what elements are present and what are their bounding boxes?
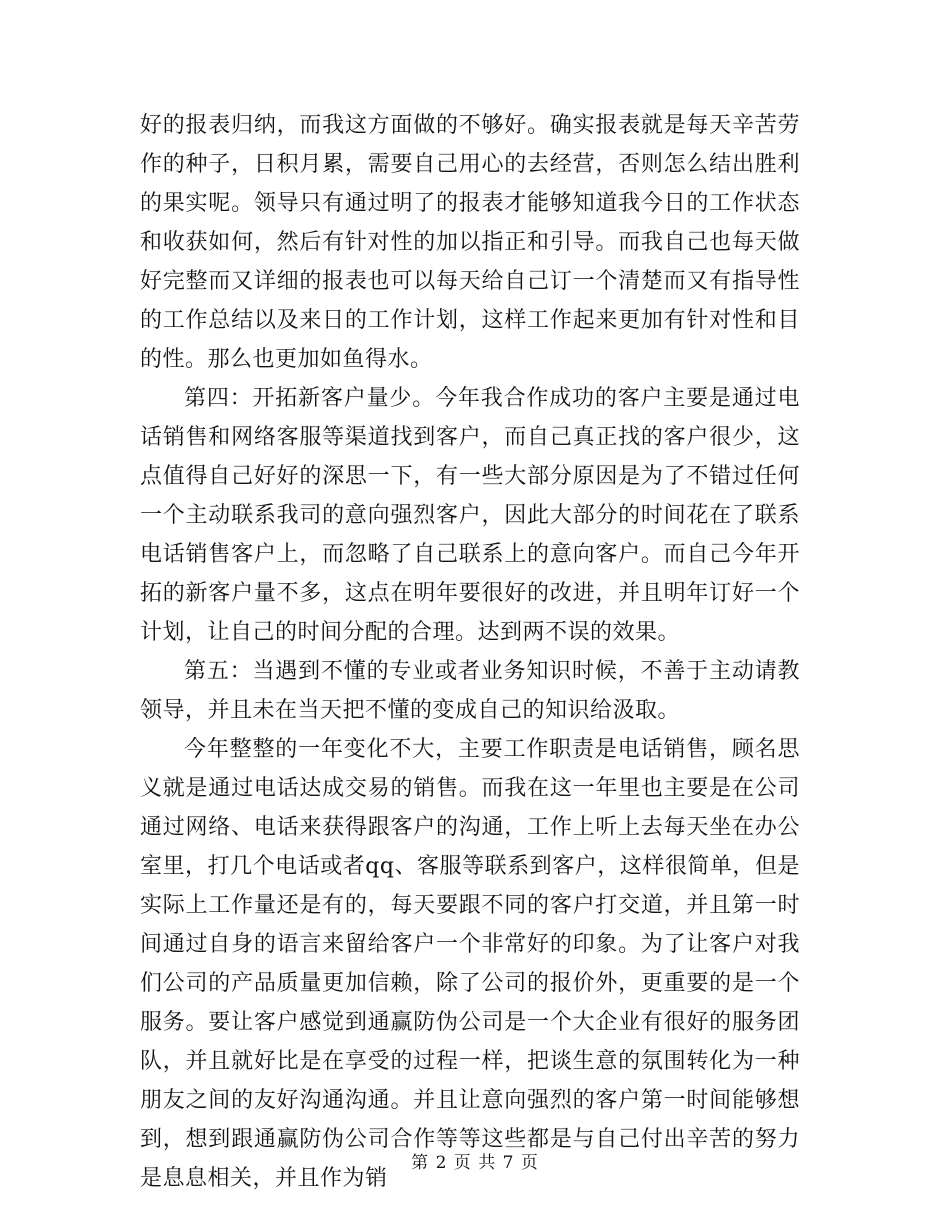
page-footer <box>0 1148 950 1173</box>
footer-prefix: 第 <box>411 1153 430 1173</box>
paragraph-reports: 好的报表归纳，而我这方面做的不够好。确实报表就是每天辛苦劳作的种子，日积月累，需要自己用心的去经营，否则怎么结出胜利的果实呢。领导只有通过明了的报表才能够知道我今日的工作状态和收获如何，然后有针对性的加以指正和引导。而我自己也每天做好完整而又详细的报表也可以每天给自己订一个清楚而又有指导性的工作总结以及来日的工作计划，这样工作起来更加有针对性和目的性。那么也更加如鱼得水。 <box>140 113 800 372</box>
paragraph-year-summary: 今年整整的一年变化不大，主要工作职责是电话销售，顾名思义就是通过电话达成交易的销售。而我在这一年里也主要是在公司通过网络、电话来获得跟客户的沟通，工作上听上去每天坐在办公室里，打几个电话或者qq、客服等联系到客户，这样很简单，但是实际上工作量还是有的，每天要跟不同的客户打交道，并且第一时间通过自身的语言来留给客户一个非常好的印象。为了让客户对我们公司的产品质量更加信赖，除了公司的报价外，更重要的是一个服务。要让客户感觉到通赢防伪公司是一个大企业有很好的服务团队，并且就好比是在享受的过程一样，把谈生意的氛围转化为一种朋友之间的友好沟通沟通。并且让意向强烈的客户第一时间能够想到，想到跟通赢防伪公司合作等等这些都是与自己付出辛苦的努力是息息相关，并且作为销 <box>140 737 800 1191</box>
footer-suffix: 页 <box>520 1153 539 1173</box>
footer-middle: 页 共 <box>453 1153 497 1173</box>
paragraph-point-five: 第五：当遇到不懂的专业或者业务知识时候，不善于主动请教领导，并且未在当天把不懂的变成自己的知识给汲取。 <box>140 659 800 723</box>
footer-total-pages: 7 <box>502 1153 515 1173</box>
footer-page-number: 2 <box>435 1153 448 1173</box>
document-body <box>140 106 800 1198</box>
paragraph-point-four: 第四：开拓新客户量少。今年我合作成功的客户主要是通过电话销售和网络客服等渠道找到客户，而自己真正找的客户很少，这点值得自己好好的深思一下，有一些大部分原因是为了不错过任何一个主动联系我司的意向强烈客户，因此大部分的时间花在了联系电话销售客户上，而忽略了自己联系上的意向客户。而自己今年开拓的新客户量不多，这点在明年要很好的改进，并且明年订好一个计划，让自己的时间分配的合理。达到两不误的效果。 <box>140 386 800 645</box>
